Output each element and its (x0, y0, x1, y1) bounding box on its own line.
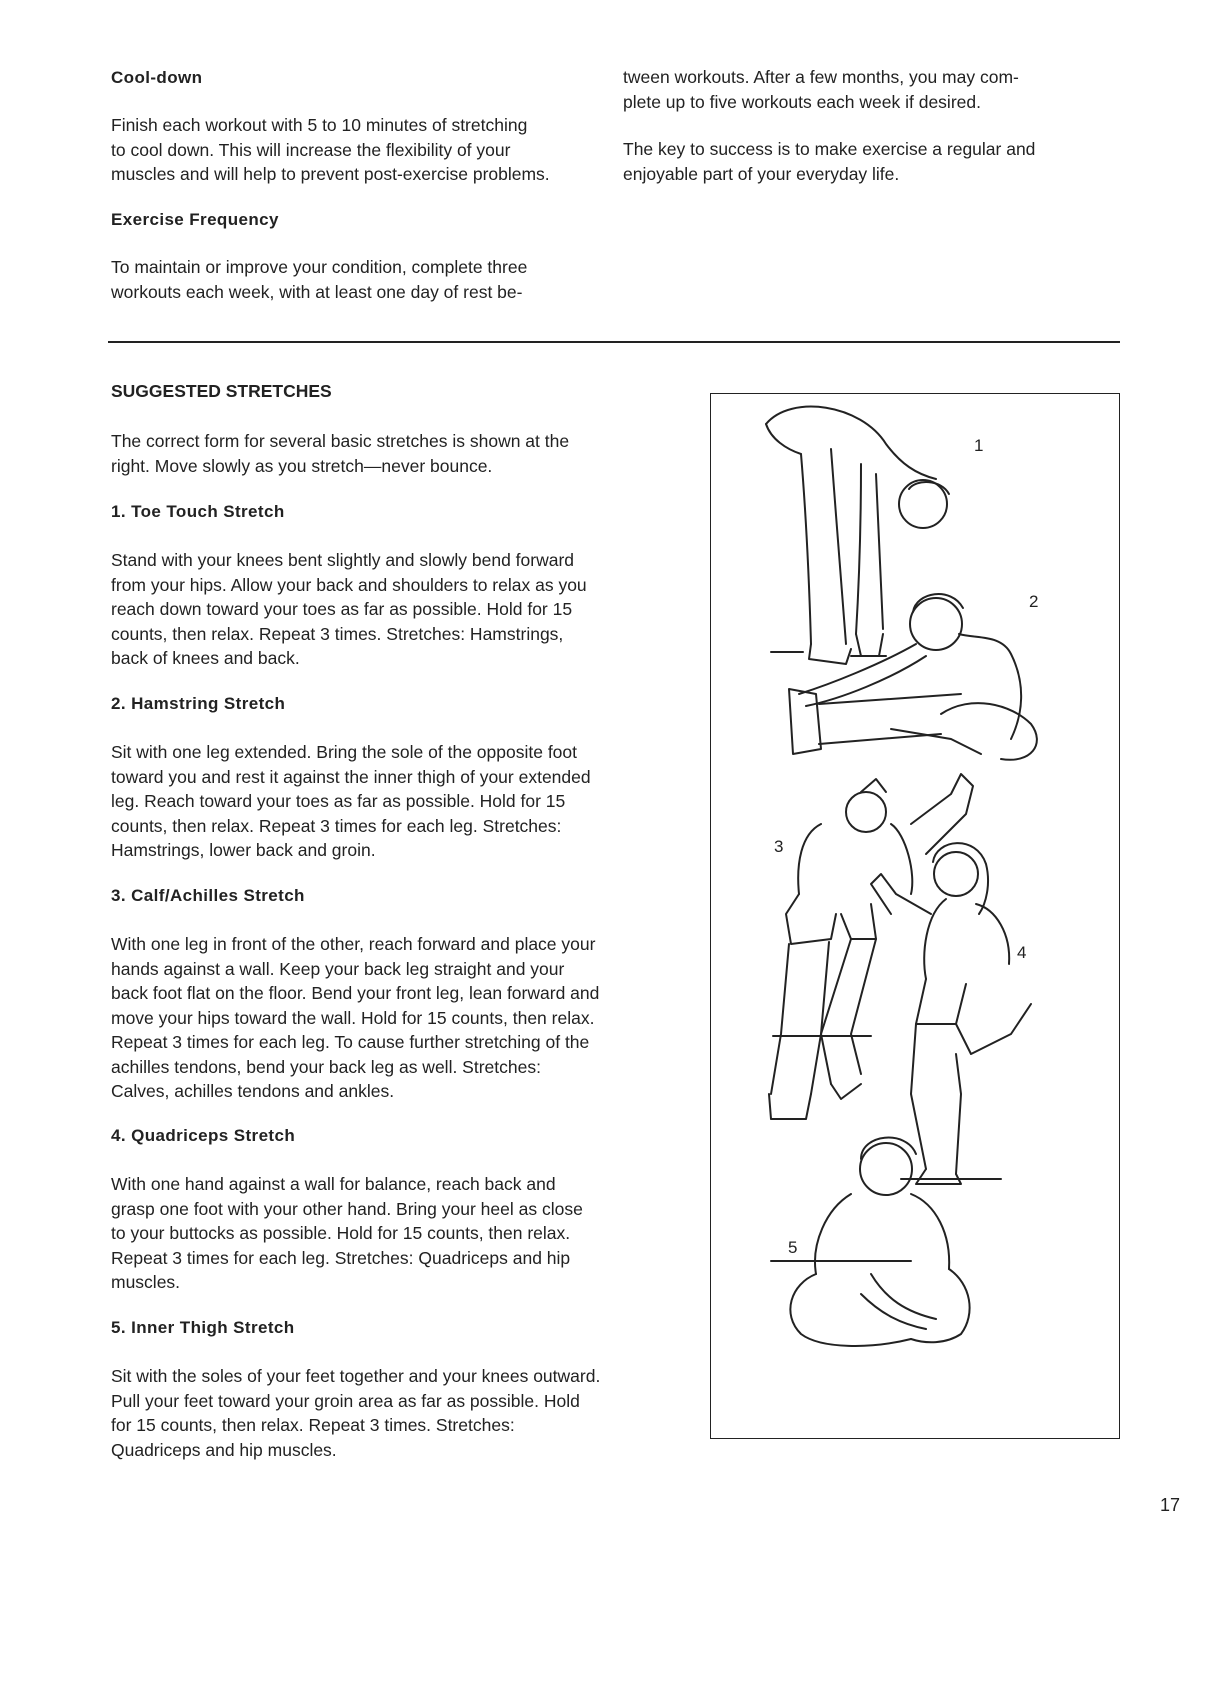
key-to-success-paragraph (623, 137, 1035, 186)
toe-touch-figure (766, 407, 949, 664)
stretch-figures-illustration (711, 394, 1121, 1440)
text-line: Finish each workout with 5 to 10 minutes of stretching (111, 115, 528, 135)
text-line: Stand with your knees bent slightly and slowly bend forward (111, 550, 575, 570)
figure-label-4: 4 (1017, 943, 1027, 962)
text-line: counts, then relax. Repeat 3 times for each leg. Stretches: (111, 815, 562, 836)
text-line: to cool down. This will increase the flexibility of your (111, 139, 511, 160)
stretch-2-heading: 2. Hamstring Stretch (111, 694, 286, 713)
stretch-2-description (111, 740, 591, 863)
stretch-1-heading: 1. Toe Touch Stretch (111, 502, 285, 521)
stretch-4-description (111, 1172, 583, 1295)
text-line: Sit with one leg extended. Bring the sole of the opposite foot (111, 742, 578, 762)
text-line: tween workouts. After a few months, you may com- (623, 67, 1019, 87)
stretches-illustration-panel (710, 393, 1120, 1439)
text-line: back foot flat on the floor. Bend your front leg, lean forward and (111, 983, 600, 1003)
text-line: leg. Reach toward your toes as far as possible. Hold for 15 (111, 791, 566, 811)
figure-label-3: 3 (774, 837, 784, 856)
text-line: Sit with the soles of your feet together and your knees outward. (111, 1366, 601, 1386)
text-line: toward you and rest it against the inner thigh of your extended (111, 766, 591, 787)
stretch-5-heading: 5. Inner Thigh Stretch (111, 1318, 295, 1337)
text-line: to your buttocks as possible. Hold for 15 counts, then relax. (111, 1223, 571, 1243)
text-line: workouts each week, with at least one day of rest be- (111, 281, 523, 302)
text-line: right. Move slowly as you stretch—never bounce. (111, 455, 493, 476)
figure-label-1: 1 (974, 436, 984, 455)
figure-label-2: 2 (1029, 592, 1039, 611)
text-line: for 15 counts, then relax. Repeat 3 times. Stretches: (111, 1415, 515, 1435)
stretch-3-heading: 3. Calf/Achilles Stretch (111, 886, 305, 905)
stretch-5-description (111, 1364, 600, 1462)
text-line: With one hand against a wall for balance, reach back and (111, 1174, 556, 1194)
frequency-continuation (623, 65, 1019, 114)
text-line: Calves, achilles tendons and ankles. (111, 1081, 395, 1101)
text-line: muscles. (111, 1272, 181, 1292)
text-line: Repeat 3 times for each leg. To cause further stretching of the (111, 1032, 590, 1052)
text-line: enjoyable part of your everyday life. (623, 163, 900, 184)
text-line: Repeat 3 times for each leg. Stretches: Quadriceps and hip (111, 1247, 571, 1268)
calf-stretch-figure (769, 774, 973, 1119)
figure-label-5: 5 (788, 1238, 798, 1257)
text-line: back of knees and back. (111, 648, 300, 668)
text-line: counts, then relax. Repeat 3 times. Stretches: Hamstrings, (111, 623, 564, 644)
inner-thigh-stretch-figure (771, 1138, 970, 1346)
stretch-3-description (111, 932, 599, 1104)
text-line: Pull your feet toward your groin area as far as possible. Hold (111, 1390, 580, 1411)
text-line: achilles tendons, bend your back leg as well. Stretches: (111, 1056, 541, 1077)
frequency-paragraph (111, 255, 527, 304)
text-line: hands against a wall. Keep your back leg straight and your (111, 958, 565, 979)
page-number: 17 (1160, 1495, 1181, 1515)
text-line: To maintain or improve your condition, complete three (111, 257, 528, 277)
text-line: grasp one foot with your other hand. Bring your heel as close (111, 1198, 583, 1219)
stretch-4-heading: 4. Quadriceps Stretch (111, 1126, 296, 1145)
stretches-intro (111, 429, 569, 478)
cooldown-paragraph (111, 113, 550, 187)
text-line: plete up to five workouts each week if desired. (623, 91, 981, 112)
cooldown-heading: Cool-down (111, 68, 203, 87)
quadriceps-stretch-figure (871, 843, 1031, 1184)
section-divider (108, 341, 1120, 343)
text-line: from your hips. Allow your back and shoulders to relax as you (111, 574, 587, 595)
text-line: Hamstrings, lower back and groin. (111, 840, 376, 860)
hamstring-stretch-figure (789, 594, 1037, 760)
stretch-1-description (111, 548, 587, 671)
text-line: The key to success is to make exercise a regular and (623, 139, 1036, 159)
text-line: Quadriceps and hip muscles. (111, 1439, 337, 1460)
text-line: reach down toward your toes as far as possible. Hold for 15 (111, 599, 573, 619)
text-line: muscles and will help to prevent post-exercise problems. (111, 164, 550, 184)
stretches-title: SUGGESTED STRETCHES (111, 381, 332, 401)
text-line: The correct form for several basic stretches is shown at the (111, 431, 570, 451)
text-line: move your hips toward the wall. Hold for 15 counts, then relax. (111, 1007, 595, 1028)
frequency-heading: Exercise Frequency (111, 210, 279, 229)
text-line: With one leg in front of the other, reach forward and place your (111, 934, 596, 954)
